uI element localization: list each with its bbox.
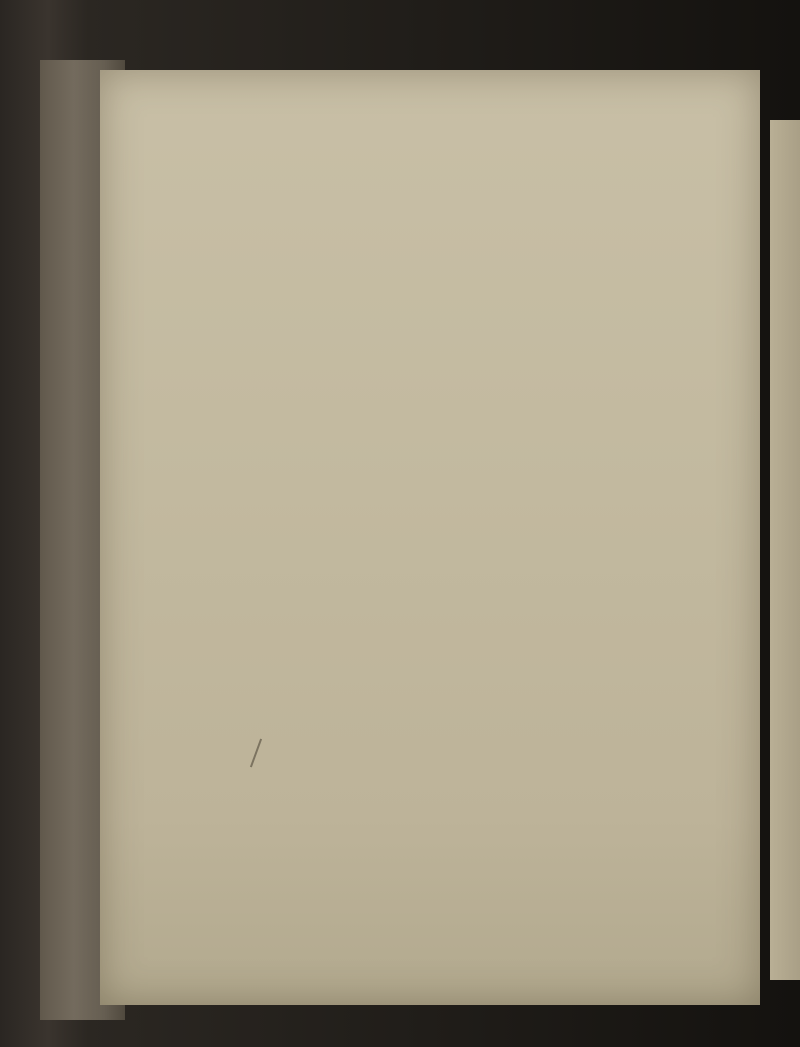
facing-page-edge — [770, 120, 800, 980]
page-header — [118, 118, 150, 145]
month-heading — [300, 252, 314, 277]
book-page — [100, 70, 760, 1005]
